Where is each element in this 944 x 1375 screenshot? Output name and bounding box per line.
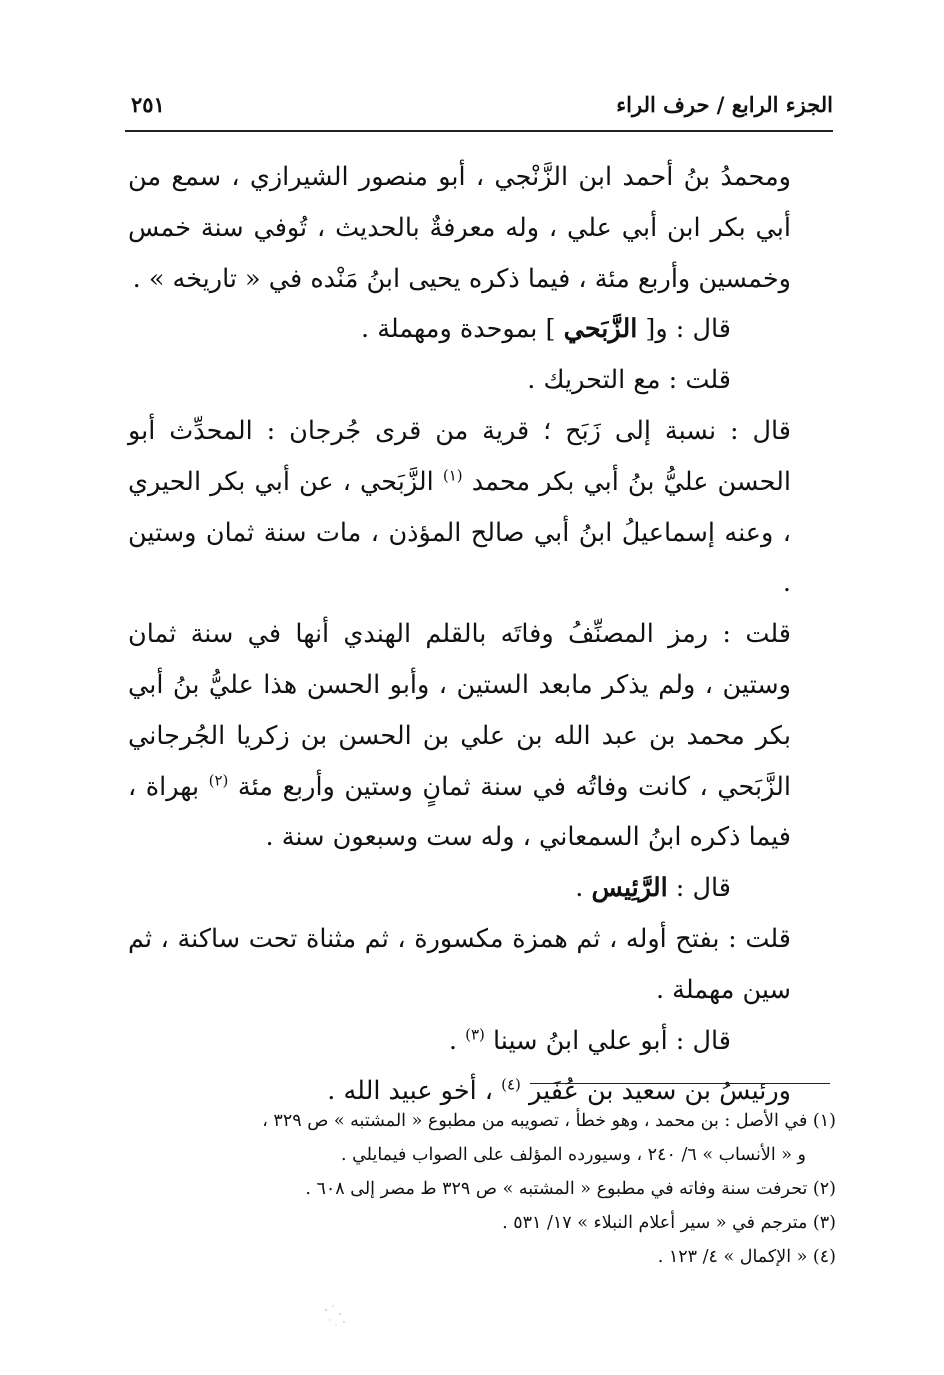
running-head [125, 88, 833, 128]
footnote-1-line-1: (١) في الأصل : بن محمد ، وهو خطأ ، تصويبه من مطبوع « المشتبه » ص ٣٢٩ ، [262, 1111, 836, 1131]
page-number: ٢٥١ [131, 92, 165, 117]
paragraph-8 [128, 1016, 833, 1067]
para2-prefix: قال : و[ [637, 314, 731, 345]
paragraph-3: قلت : مع التحريك . [527, 365, 731, 396]
footnote-ref-3: (٣) [465, 1025, 485, 1044]
paragraph-7: قلت : بفتح أوله ، ثم همزة مكسورة ، ثم مثناة تحت ساكنة ، ثم سين مهملة . [128, 923, 791, 1005]
ink-smudge-icon [318, 1300, 352, 1330]
para4-text-a: قال : نسبة إلى زَبَح ؛ قرية من قرى جُرجان : المحدِّث أبو الحسن عليُّ بنُ أبي بكر محمد [128, 415, 791, 497]
main-text [128, 152, 833, 1117]
para5-text-a: قلت : رمز المصنِّفُ وفاتَه بالقلم الهندي أنها في سنة ثمان وستين ، ولم يذكر مابعد الستين ، وأبو الحسن هذا عليُّ بنُ أبي بكر محمد بن عبد الله بن علي بن الحسن بن زكريا الجُرجاني الزَّبَحي ، كانت وفاتُه في سنة ثمانٍ وستين وأربع مئة [128, 619, 791, 802]
para2-suffix: ] بموحدة ومهملة . [360, 314, 564, 345]
para6-prefix: قال : [667, 873, 731, 904]
footnote-1-line-2: و « الأنساب » ٦/ ٢٤٠ ، وسيورده المؤلف على الصواب فيمايلي . [340, 1145, 806, 1165]
paragraph-1: ومحمدُ بنُ أحمد ابن الزَّنْجي ، أبو منصور الشيرازي ، سمع من أبي بكر ابن أبي علي ، وله معرفةٌ بالحديث ، تُوفي سنة خمس وخمسين وأربع مئة ، فيما ذكره يحيى ابنُ مَنْده في « تاريخه » . [128, 162, 791, 294]
paragraph-4 [128, 406, 833, 609]
footnotes [128, 1104, 836, 1274]
entry-heading-raees: الرَّئِيس [591, 873, 668, 904]
para9-text-a: ورئيسُ بن سعيد بن عُفَير [520, 1076, 791, 1107]
para8-text-b: . [448, 1025, 466, 1056]
para9-text-b: ، أخو عبيد الله . [327, 1076, 502, 1107]
running-title: الجزء الرابع / حرف الراء [616, 92, 833, 117]
paragraph-5 [128, 609, 833, 863]
header-divider [125, 130, 833, 132]
para6-suffix: . [575, 873, 592, 904]
footnote-3: (٣) مترجم في « سير أعلام النبلاء » ١٧/ ٥٣١ . [502, 1213, 836, 1233]
para8-text-a: قال : أبو علي ابنُ سينا [484, 1025, 731, 1056]
paragraph-2 [128, 304, 833, 355]
footnote-ref-2: (٢) [208, 771, 229, 790]
footnote-4: (٤) « الإكمال » ٤/ ١٢٣ . [657, 1247, 836, 1267]
footnote-divider [530, 1083, 830, 1084]
footnote-ref-4: (٤) [501, 1075, 521, 1094]
entry-heading-zabahi: الزَّبَحي [563, 314, 638, 345]
paragraph-6 [128, 863, 833, 914]
footnote-ref-1: (١) [442, 466, 463, 485]
footnote-2: (٢) تحرفت سنة وفاته في مطبوع « المشتبه » ص ٣٢٩ ط مصر إلى ٦٠٨ . [305, 1179, 836, 1199]
para5-text-b: بهراة ، فيما ذكره ابنُ السمعاني ، وله ست وسبعون سنة . [128, 771, 791, 853]
para4-text-b: الزَّبَحي ، عن أبي بكر الحيري ، وعنه إسماعيلُ ابنُ أبي صالح المؤذن ، مات سنة ثمان وستين . [128, 466, 791, 599]
